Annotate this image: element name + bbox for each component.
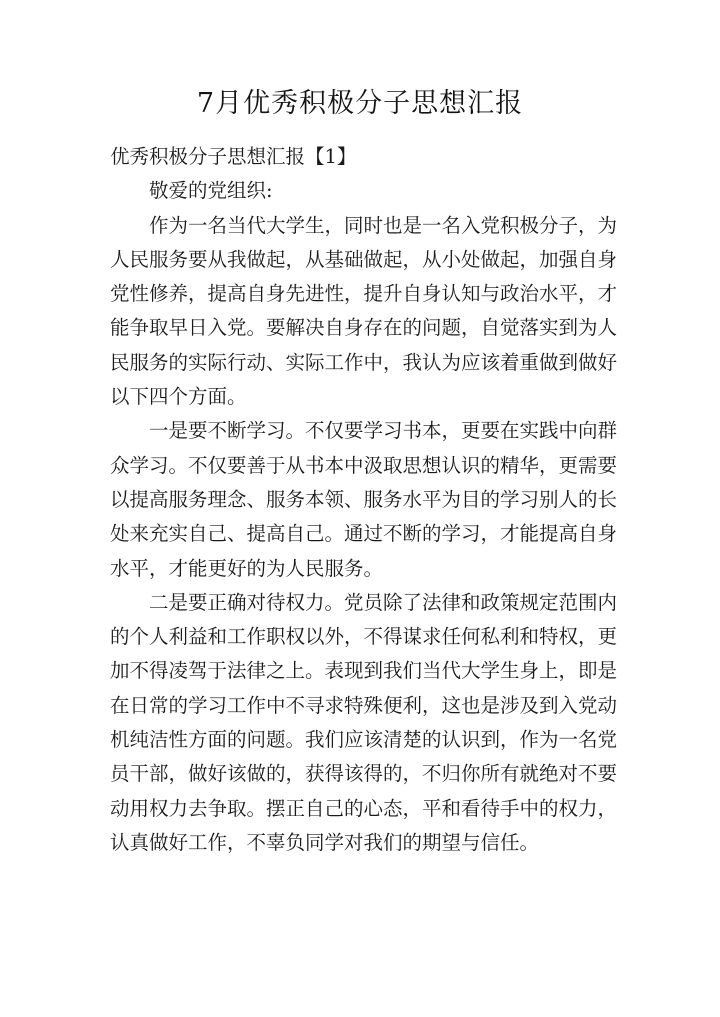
text-line: 人民服务要从我做起，从基础做起，从小处做起，加强自身 [110, 247, 618, 271]
document-body [110, 140, 618, 860]
text-line: 民服务的实际行动、实际工作中，我认为应该着重做到做好 [110, 350, 618, 374]
text-line: 认真做好工作，不辜负同学对我们的期望与信任。 [110, 830, 540, 854]
text-line: 党性修养，提高自身先进性，提升自身认知与政治水平，才 [110, 282, 618, 306]
text-line: 优秀积极分子思想汇报【1】 [110, 145, 357, 168]
text-line: 众学习。不仅要善于从书本中汲取思想认识的精华，更需要 [110, 453, 618, 477]
text-line: 一是要不断学习。不仅要学习书本，更要在实践中向群 [149, 419, 618, 443]
text-line: 敬爱的党组织: [149, 179, 273, 203]
text-line: 能争取早日入党。要解决自身存在的问题，自觉落实到为人 [110, 316, 618, 340]
text-line: 加不得凌驾于法律之上。表现到我们当代大学生身上，即是 [110, 659, 618, 683]
text-line: 处来充实自己、提高自己。通过不断的学习，才能提高自身 [110, 522, 618, 546]
text-line: 水平，才能更好的为人民服务。 [110, 556, 384, 580]
text-line: 机纯洁性方面的问题。我们应该清楚的认识到，作为一名党 [110, 728, 618, 752]
text-line: 在日常的学习工作中不寻求特殊便利，这也是涉及到入党动 [110, 693, 618, 717]
text-line: 动用权力去争取。摆正自己的心态，平和看待手中的权力， [110, 796, 618, 820]
text-line: 二是要正确对待权力。党员除了法律和政策规定范围内 [149, 590, 618, 614]
text-line: 以提高服务理念、服务本领、服务水平为目的学习别人的长 [110, 487, 618, 511]
text-line: 的个人利益和工作职权以外，不得谋求任何私利和特权，更 [110, 625, 618, 649]
text-line: 作为一名当代大学生，同时也是一名入党积极分子，为 [149, 213, 618, 237]
document-title: 7月优秀积极分子思想汇报 [196, 88, 524, 119]
text-line: 员干部，做好该做的，获得该得的，不归你所有就绝对不要 [110, 762, 618, 786]
text-line: 以下四个方面。 [110, 385, 247, 409]
